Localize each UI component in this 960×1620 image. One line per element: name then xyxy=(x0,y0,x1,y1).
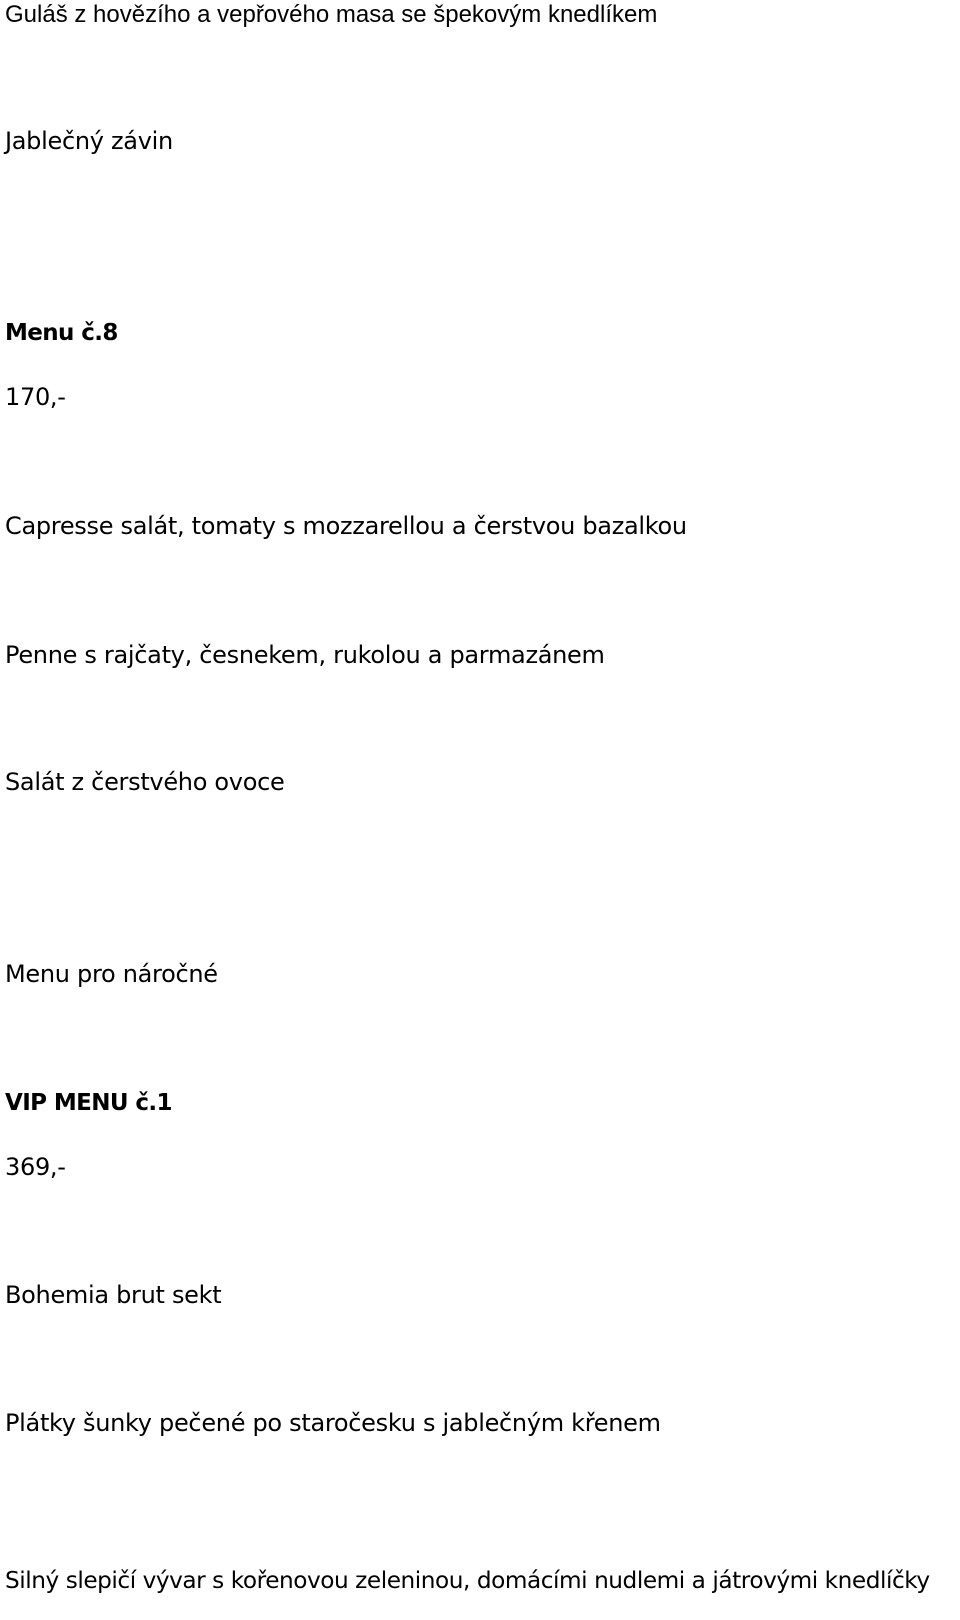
vip-menu-1-price: 369,- xyxy=(5,1153,66,1181)
dish-penne: Penne s rajčaty, česnekem, rukolou a parmazánem xyxy=(5,641,605,669)
dish-ham-slices: Plátky šunky pečené po staročesku s jablečným křenem xyxy=(5,1409,661,1437)
drink-bohemia-sekt: Bohemia brut sekt xyxy=(5,1281,222,1309)
section-heading-demanding-menu: Menu pro náročné xyxy=(5,960,218,988)
dish-fruit-salad: Salát z čerstvého ovoce xyxy=(5,768,285,796)
dish-apple-strudel: Jablečný závin xyxy=(5,127,173,155)
dish-caprese-salad: Capresse salát, tomaty s mozzarellou a čerstvou bazalkou xyxy=(5,512,687,540)
menu-8-price: 170,- xyxy=(5,383,66,411)
dish-goulash: Guláš z hovězího a vepřového masa se špekovým knedlíkem xyxy=(5,1,658,28)
vip-menu-1-heading: VIP MENU č.1 xyxy=(5,1090,172,1116)
menu-8-heading: Menu č.8 xyxy=(5,320,118,346)
dish-chicken-broth: Silný slepičí vývar s kořenovou zeleninou, domácími nudlemi a játrovými knedlíčky xyxy=(5,1567,930,1594)
